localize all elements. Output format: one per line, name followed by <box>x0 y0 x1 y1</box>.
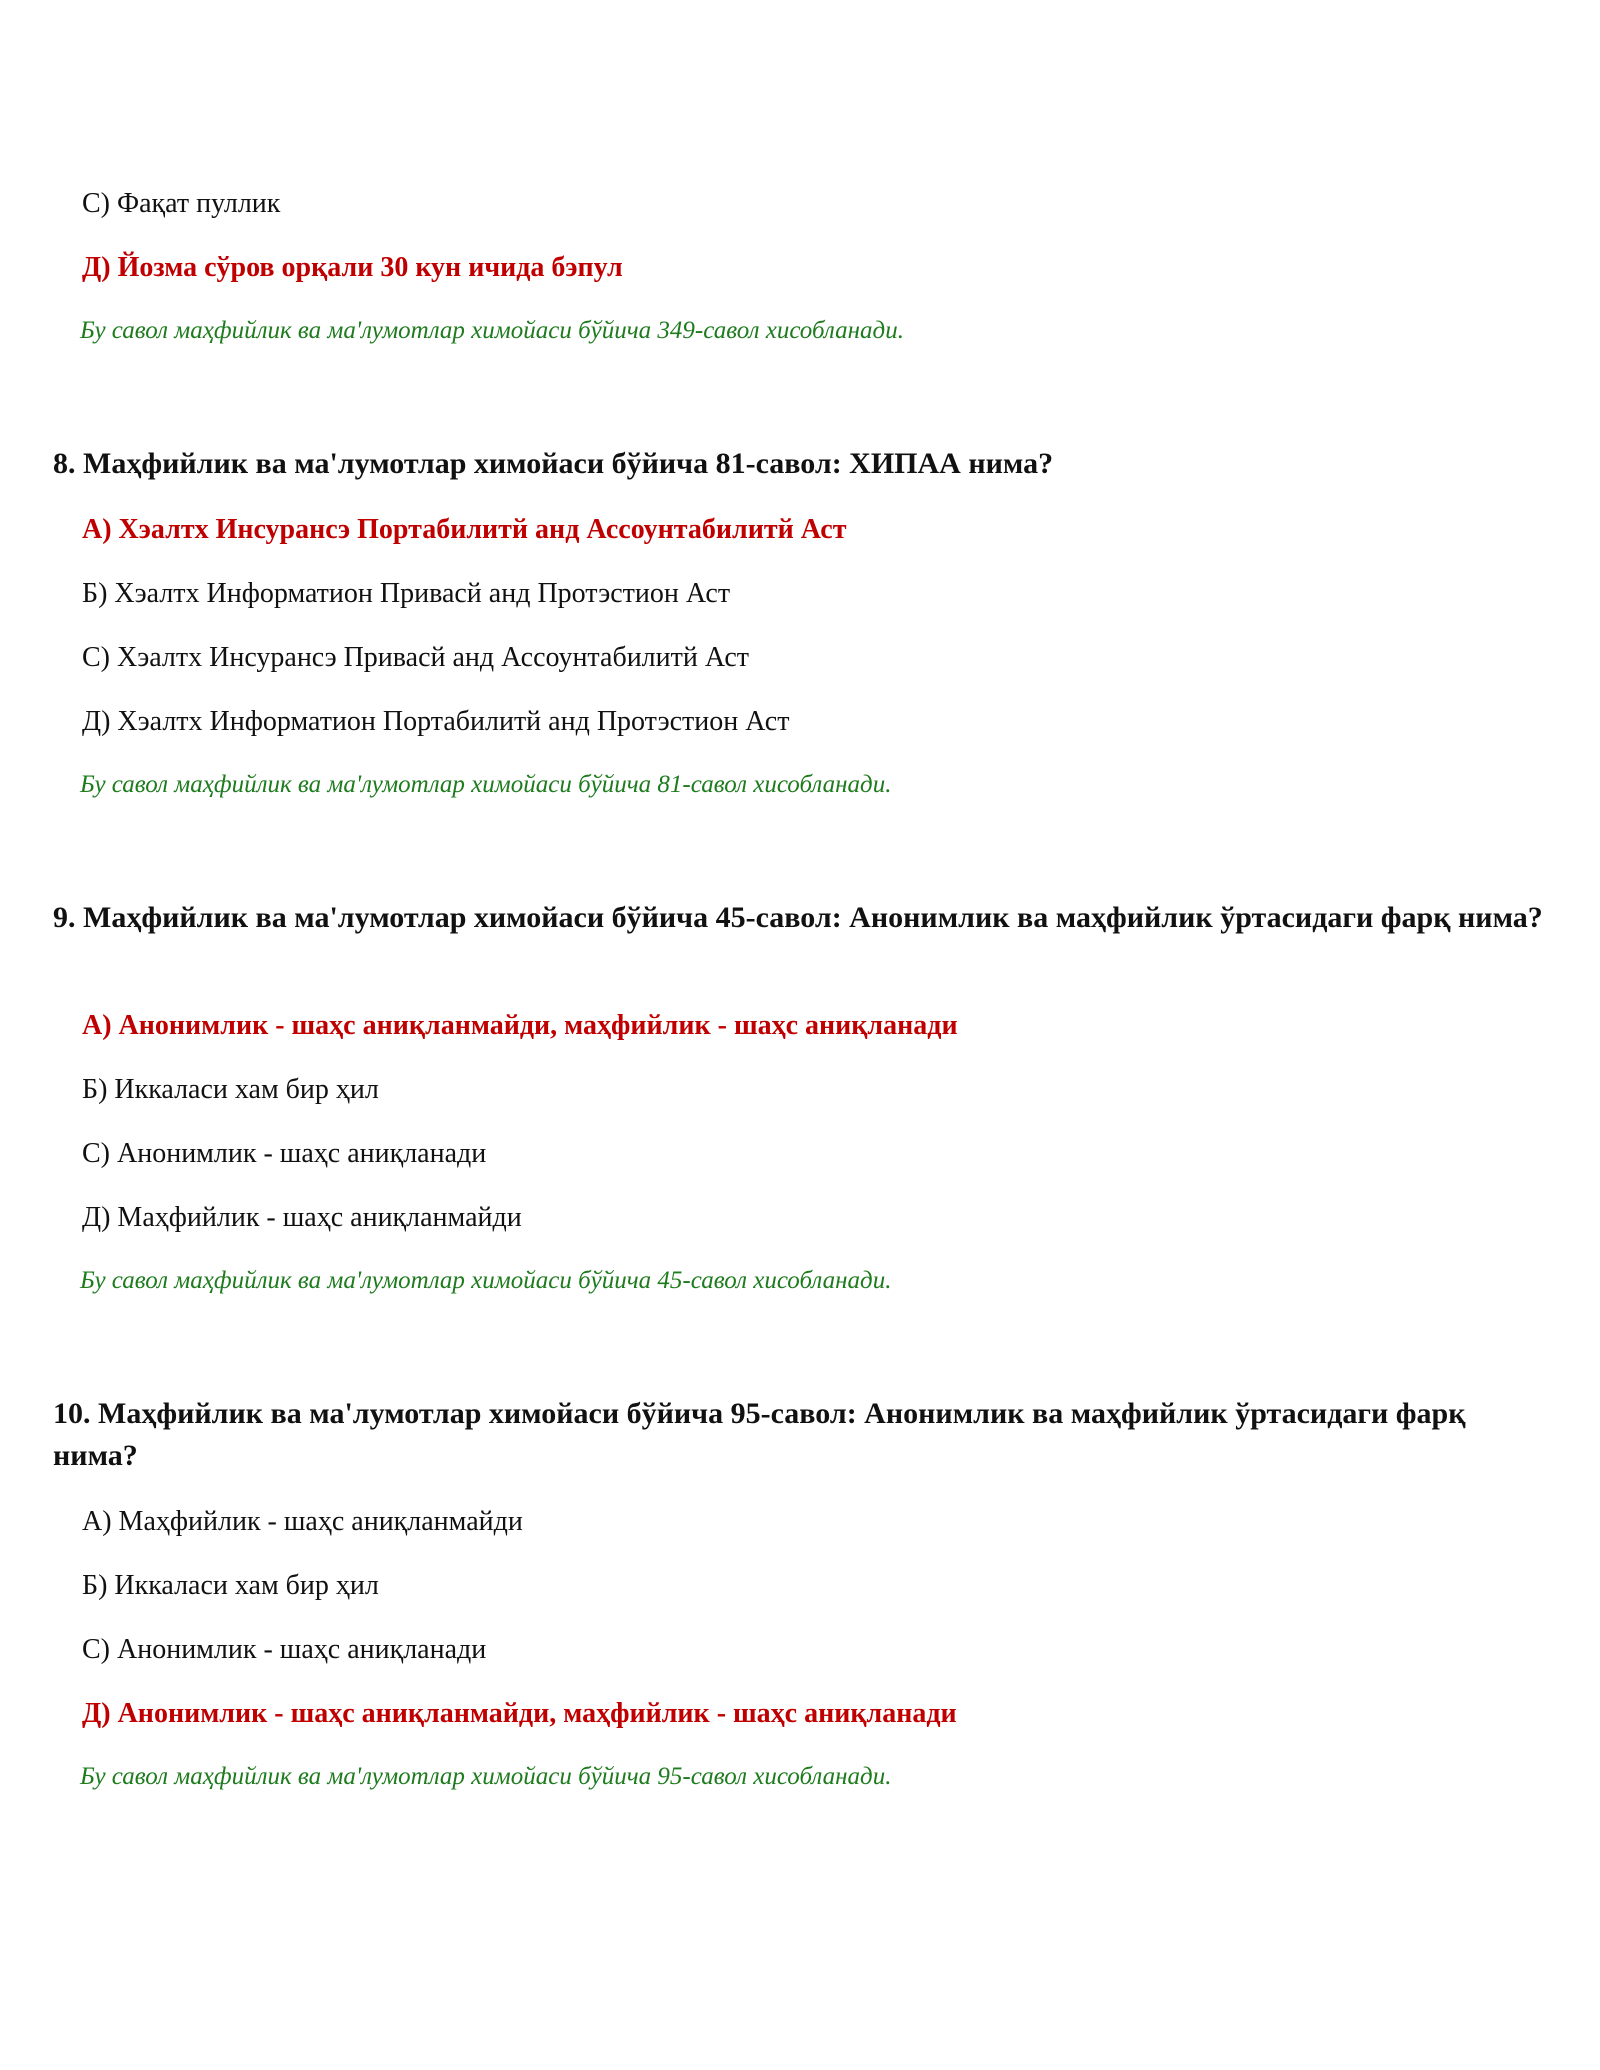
question-10-title: 10. Маҳфийлик ва ма'лумотлар химойаси бўйича 95-савол: Анонимлик ва маҳфийлик ўртасидаги фарқ нима? <box>53 1397 1466 1472</box>
prev-question-note: Бу савол маҳфийлик ва ма'лумотлар химойаси бўйича 349-савол хисобланади. <box>80 317 904 344</box>
q10-option-b: Б) Иккаласи хам бир ҳил <box>82 1570 379 1601</box>
q8-option-a-correct: А) Хэалтх Инсурансэ Портабилитй анд Ассоунтабилитй Аст <box>82 514 847 545</box>
q8-option-c: С) Хэалтх Инсурансэ Привасй анд Ассоунтабилитй Аст <box>82 642 750 673</box>
q9-note: Бу савол маҳфийлик ва ма'лумотлар химойаси бўйича 45-савол хисобланади. <box>80 1267 892 1294</box>
q9-option-d: Д) Маҳфийлик - шаҳс аниқланмайди <box>82 1202 522 1233</box>
q9-option-a-correct: А) Анонимлик - шаҳс аниқланмайди, маҳфийлик - шаҳс аниқланади <box>82 1010 958 1041</box>
prev-option-c: С) Фақат пуллик <box>82 188 281 219</box>
q10-option-d-correct: Д) Анонимлик - шаҳс аниқланмайди, маҳфийлик - шаҳс аниқланади <box>82 1698 957 1729</box>
q8-option-d: Д) Хэалтх Информатион Портабилитй анд Протэстион Аст <box>82 706 790 737</box>
q10-option-a: А) Маҳфийлик - шаҳс аниқланмайди <box>82 1506 523 1537</box>
q8-option-b: Б) Хэалтх Информатион Привасй анд Протэстион Аст <box>82 578 731 609</box>
q8-note: Бу савол маҳфийлик ва ма'лумотлар химойаси бўйича 81-савол хисобланади. <box>80 771 892 798</box>
q10-note: Бу савол маҳфийлик ва ма'лумотлар химойаси бўйича 95-савол хисобланади. <box>80 1763 892 1790</box>
q10-option-c: С) Анонимлик - шаҳс аниқланади <box>82 1634 487 1665</box>
question-9-title: 9. Маҳфийлик ва ма'лумотлар химойаси бўйича 45-савол: Анонимлик ва маҳфийлик ўртасидаги фарқ нима? <box>53 901 1543 934</box>
question-8-title: 8. Маҳфийлик ва ма'лумотлар химойаси бўйича 81-савол: ХИПАА нима? <box>53 447 1054 480</box>
q9-option-c: С) Анонимлик - шаҳс аниқланади <box>82 1138 487 1169</box>
prev-option-d-correct: Д) Йозма сўров орқали 30 кун ичида бэпул <box>82 252 623 283</box>
q9-option-b: Б) Иккаласи хам бир ҳил <box>82 1074 379 1105</box>
